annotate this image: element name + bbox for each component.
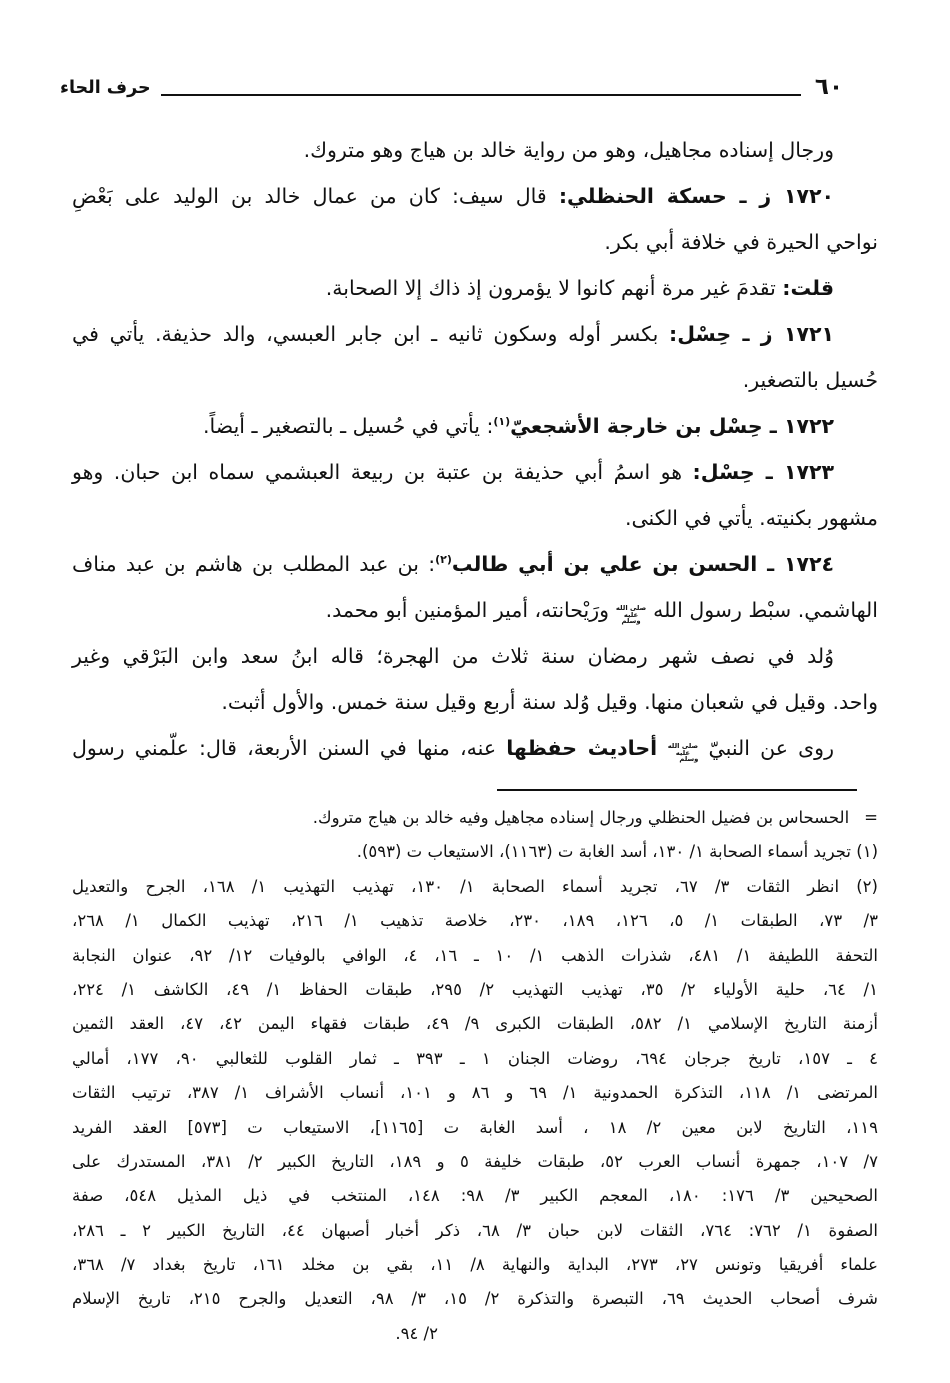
body-text: ١/ ٦٤، حلية الأولياء ٢/ ٣٥، تهذيب التهذيب ٢/ ٢٩٥، طبقات الحفاظ ١/ ٤٩، الكاشف ١/ ٢٢٤، bbox=[72, 979, 878, 999]
body-text: ٧/ ١٠٧، جمهرة أنساب العرب ٥٢، طبقات خليفة ٥ و ١٨٩، التاريخ الكبير ٢/ ٣٨١، المستدرك على bbox=[72, 1151, 878, 1171]
footnote-line bbox=[72, 1248, 878, 1282]
footnote-line bbox=[72, 870, 878, 904]
body-text: (١) تجريد أسماء الصحابة ١/ ١٣٠، أسد الغابة ت (١١٦٣)، الاستيعاب ت (٥٩٣). bbox=[356, 842, 878, 862]
body-text: مشهور بكنيته. يأتي في الكنى. bbox=[624, 506, 878, 530]
body-text: وُلد في نصف شهر رمضان سنة ثلاث من الهجرة؛ قاله ابنُ سعد وابن البَرْقي وغير bbox=[72, 644, 834, 668]
body-text: ٢/ ٩٤. bbox=[395, 1323, 438, 1343]
body-line bbox=[72, 127, 878, 173]
entry-heading-text: ١٧٢٠ ز ـ حسكة الحنظلي: bbox=[558, 184, 834, 208]
footnote-line bbox=[72, 904, 878, 938]
page-number: ٦٠ bbox=[814, 74, 843, 100]
entry-heading-text: ١٧٢٤ ـ الحسن بن علي بن أبي طالب bbox=[451, 552, 834, 576]
body-text: علماء أفريقيا وتونس ٢٧، ٢٧٣، البداية والنهاية ٨/ ١١، بقي بن مخلد ١٦١، تاريخ بغداد ٧/ ٣٦٨، bbox=[72, 1255, 878, 1275]
footnote-line bbox=[72, 1145, 878, 1179]
body-text: ١١٩، التاريخ لابن معين ٢/ ١٨ ، أسد الغابة ت [١١٦٥]، الاستيعاب ت [٥٧٣] العقد الفريد bbox=[72, 1117, 878, 1137]
body-line bbox=[72, 403, 878, 449]
entry-heading-text: ١٧٢٢ ـ حِسْل بن خارجة الأشجعيّ bbox=[510, 414, 834, 438]
footnote-separator bbox=[497, 789, 857, 791]
body-text: الهاشمي. سبْط رسول الله bbox=[646, 598, 878, 622]
body-text: الصحيحين ٣/ ١٧٦: ١٨٠، المعجم الكبير ٣/ ٩٨: ١٤٨، المنتخب في ذيل المذيل ٥٤٨، صفة bbox=[72, 1186, 879, 1206]
body-text: عنه، منها في السنن الأربعة، قال: علّمني رسول bbox=[72, 736, 507, 760]
footnote-line bbox=[72, 1076, 878, 1110]
footnote-marker: (٢) bbox=[435, 553, 452, 567]
footnote-line bbox=[72, 973, 878, 1007]
body-line bbox=[72, 541, 878, 587]
body-text: تقدمَ غير مرة أنهم كانوا لا يؤمرون إذ ذاك إلا الصحابة. bbox=[325, 276, 783, 300]
body-text: ورجال إسناده مجاهيل، وهو من رواية خالد بن هياج وهو متروك. bbox=[303, 138, 834, 162]
body-text: الحسحاس بن فضيل الحنظلي ورجال إسناده مجاهيل وفيه خالد بن هياج متروك. bbox=[312, 808, 850, 827]
body-text: قال سيف: كان من عمال خالد بن الوليد على بَعْضِ bbox=[72, 184, 559, 208]
body-line bbox=[72, 495, 878, 541]
body-line bbox=[72, 265, 878, 311]
body-text: ٤ ـ ١٥٧، تاريخ جرجان ٦٩٤، روضات الجنان ١ ـ ٣٩٣ ـ ثمار القلوب للثعالبي ٩٠، ١٧٧، أمالي bbox=[72, 1048, 878, 1068]
body-text: ورَيْحانته، أمير المؤمنين أبو محمد. bbox=[325, 598, 616, 622]
body-line bbox=[72, 219, 878, 265]
footnote-line bbox=[72, 939, 878, 973]
body-text: روى عن النبيّ bbox=[698, 736, 834, 760]
entry-heading-text: ١٧٢١ ز ـ حِسْل: bbox=[669, 322, 834, 346]
body-text: حُسيل بالتصغير. bbox=[742, 368, 878, 392]
footnote-marker: (١) bbox=[493, 415, 511, 429]
main-text bbox=[72, 127, 878, 771]
footnote-line bbox=[72, 835, 878, 869]
body-line bbox=[72, 173, 878, 219]
footnote-line bbox=[72, 1317, 878, 1351]
body-line bbox=[72, 679, 878, 725]
body-text: ٣/ ٧٣، الطبقات ١/ ٥، ١٢٦، ١٨٩، ٢٣٠، خلاصة تذهيب ١/ ٢١٦، تهذيب الكمال ١/ ٢٦٨، bbox=[72, 911, 878, 931]
body-text: واحد. وقيل في شعبان منها. وقيل وُلد سنة أربع وقيل سنة خمس. والأول أثبت. bbox=[221, 690, 878, 714]
honorific-salla-icon: صلى الله عليه وسلم bbox=[667, 743, 699, 763]
body-line bbox=[72, 633, 878, 679]
section-title: حرف الحاء bbox=[60, 78, 151, 98]
footnote-line bbox=[72, 1282, 878, 1316]
footnote-line bbox=[72, 1007, 878, 1041]
body-line bbox=[72, 449, 878, 495]
body-line bbox=[72, 587, 878, 633]
footnote-line bbox=[72, 801, 878, 835]
body-text: التحفة اللطيفة ١/ ٤٨١، شذرات الذهب ١/ ١٠ ـ ١٦، ٤، الوافي بالوفيات ١٢/ ٩٢، عنوان النجابة bbox=[72, 945, 878, 965]
honorific-salla-icon: صلى الله عليه وسلم bbox=[615, 605, 647, 625]
body-text: (٢) انظر الثقات ٣/ ٦٧، تجريد أسماء الصحابة ١/ ١٣٠، تهذيب التهذيب ١/ ١٦٨، الجرح والتعديل bbox=[72, 876, 878, 896]
body-text: المرتضى ١/ ١١٨، التذكرة الحمدونية ١/ ٦٩ و ٨٦ و ١٠١، أنساب الأشراف ١/ ٣٨٧، ترتيب الثقات bbox=[72, 1083, 879, 1103]
body-text bbox=[657, 736, 667, 760]
footnote-line bbox=[72, 1214, 878, 1248]
body-text: شرف أصحاب الحديث ٦٩، التبصرة والتذكرة ٢/ ١٥، ٣/ ٩٨، التعديل والجرح ٢١٥، تاريخ الإسلام bbox=[72, 1289, 879, 1309]
footnotes-block bbox=[72, 801, 878, 1351]
body-text: الصفوة ١/ ٧٦٢: ٧٦٤، الثقات لابن حبان ٣/ ٦٨، ذكر أخبار أصبهان ٤٤، التاريخ الكبير ٢ ـ ٢٨٦، bbox=[72, 1220, 878, 1240]
body-text: نواحي الحيرة في خلافة أبي بكر. bbox=[604, 230, 878, 254]
body-text: : بن عبد المطلب بن هاشم بن عبد مناف bbox=[72, 552, 436, 576]
entry-heading-text: قلت: bbox=[782, 276, 834, 300]
body-line bbox=[72, 311, 878, 357]
body-text: بكسر أوله وسكون ثانيه ـ ابن جابر العبسي، والد حذيفة. يأتي في bbox=[72, 322, 670, 346]
entry-heading-text: أحاديث حفظها bbox=[506, 736, 658, 760]
body-text: أزمنة التاريخ الإسلامي ١/ ٥٨٢، الطبقات الكبرى ٩/ ٤٩، طبقات فقهاء اليمن ٤٢، ٤٧، العقد الثمين bbox=[72, 1014, 878, 1034]
entry-heading-text: ١٧٢٣ ـ حِسْل: bbox=[692, 460, 834, 484]
page-header bbox=[60, 74, 843, 100]
footnote-line bbox=[72, 1042, 878, 1076]
footnote-line bbox=[72, 1111, 878, 1145]
footnote-line bbox=[72, 1179, 878, 1213]
body-line bbox=[72, 725, 878, 771]
body-text: : يأتي في حُسيل ـ بالتصغير ـ أيضاً. bbox=[203, 414, 494, 438]
body-text: هو اسمُ أبي حذيفة بن عتبة بن ربيعة العبشمي سماه ابن حبان. وهو bbox=[72, 460, 693, 484]
body-line bbox=[72, 357, 878, 403]
body-text: = bbox=[864, 808, 878, 827]
header-rule bbox=[161, 94, 801, 96]
